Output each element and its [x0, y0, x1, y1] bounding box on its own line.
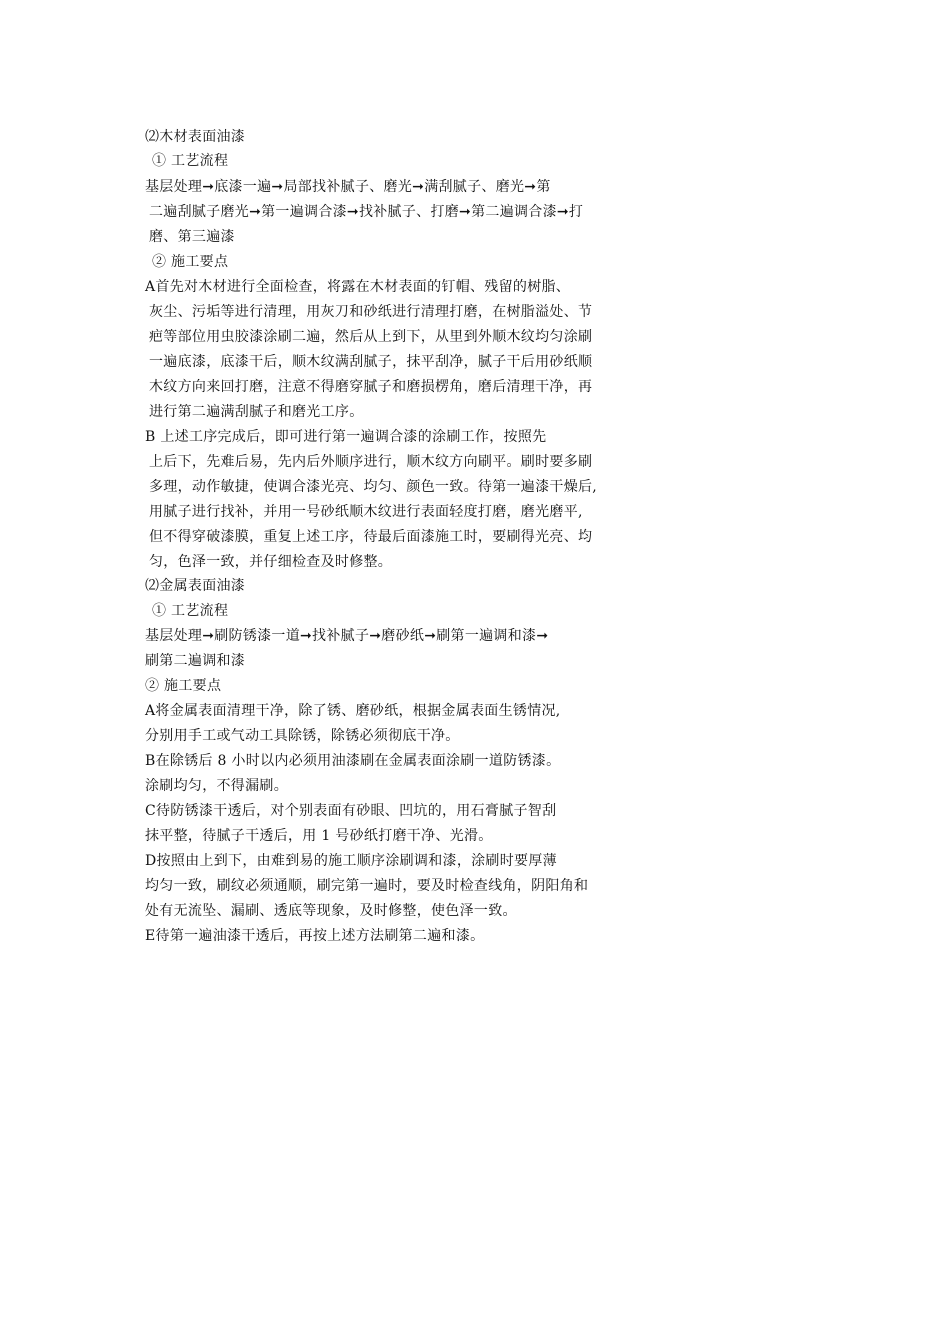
text-line: 木纹方向来回打磨，注意不得磨穿腻子和磨损楞角，磨后清理干净，再	[149, 379, 593, 395]
text-line: 上后下，先难后易，先内后外顺序进行，顺木纹方向刷平。刷时要多刷	[149, 454, 593, 470]
text-line: A将金属表面清理干净，除了锈、磨砂纸，根据金属表面生锈情况,	[145, 703, 561, 719]
text-line: 灰尘、污垢等进行清理，用灰刀和砂纸进行清理打磨，在树脂溢处、节	[149, 304, 593, 320]
subheading-construction-points: ② 施工要点	[145, 678, 222, 694]
text-line: 分别用手工或气动工具除锈，除锈必须彻底干净。	[145, 728, 460, 744]
subheading-construction-points: ② 施工要点	[152, 254, 229, 270]
text-line: 多理，动作敏捷，使调合漆光亮、均匀、颜色一致。待第一遍漆干燥后,	[149, 479, 598, 495]
text-line: 涂刷均匀，不得漏刷。	[145, 778, 288, 794]
section-heading-metal-paint: ⑵金属表面油漆	[145, 578, 246, 594]
text-line: 用腻子进行找补，并用一号砂纸顺木纹进行表面轻度打磨，磨光磨平,	[149, 504, 583, 520]
text-line: A首先对木材进行全面检查，将露在木材表面的钉帽、残留的树脂、	[145, 279, 571, 295]
text-line: 处有无流坠、漏刷、透底等现象，及时修整，使色泽一致。	[145, 903, 517, 919]
text-line: 磨、第三遍漆	[149, 229, 235, 245]
text-line: 匀，色泽一致，并仔细检查及时修整。	[149, 554, 393, 570]
subheading-process-flow: ① 工艺流程	[152, 153, 229, 169]
text-line: D按照由上到下，由难到易的施工顺序涂刷调和漆，涂刷时要厚薄	[145, 853, 557, 869]
text-line: 刷第二遍调和漆	[145, 653, 246, 669]
text-line: 疤等部位用虫胶漆涂刷二遍，然后从上到下，从里到外顺木纹均匀涂刷	[149, 329, 593, 345]
section-heading-wood-paint: ⑵木材表面油漆	[145, 129, 246, 145]
text-line: 但不得穿破漆膜，重复上述工序，待最后面漆施工时，要刷得光亮、均	[149, 529, 593, 545]
text-line: 均匀一致，刷纹必须通顺，刷完第一遍时，要及时检查线角，阴阳角和	[145, 878, 589, 894]
text-line: 基层处理➞底漆一遍➞局部找补腻子、磨光➞满刮腻子、磨光➞第	[145, 179, 551, 195]
text-line: E待第一遍油漆干透后，再按上述方法刷第二遍和漆。	[145, 928, 485, 944]
text-line: 二遍刮腻子磨光➞第一遍调合漆➞找补腻子、打磨➞第二遍调合漆➞打	[149, 204, 584, 220]
text-line: 进行第二遍满刮腻子和磨光工序。	[149, 404, 364, 420]
text-line: 一遍底漆，底漆干后，顺木纹满刮腻子，抹平刮净，腻子干后用砂纸顺	[149, 354, 593, 370]
text-line: 抹平整，待腻子干透后，用 1 号砂纸打磨干净、光滑。	[145, 828, 493, 844]
text-line: C待防锈漆干透后，对个别表面有砂眼、凹坑的，用石膏腻子智刮	[145, 803, 557, 819]
text-line: B在除锈后 8 小时以内必须用油漆刷在金属表面涂刷一道防锈漆。	[145, 753, 561, 769]
text-line: 基层处理➞刷防锈漆一道➞找补腻子➞磨砂纸➞刷第一遍调和漆➞	[145, 628, 549, 644]
subheading-process-flow: ① 工艺流程	[152, 603, 229, 619]
text-line: B 上述工序完成后，即可进行第一遍调合漆的涂刷工作，按照先	[145, 429, 547, 445]
